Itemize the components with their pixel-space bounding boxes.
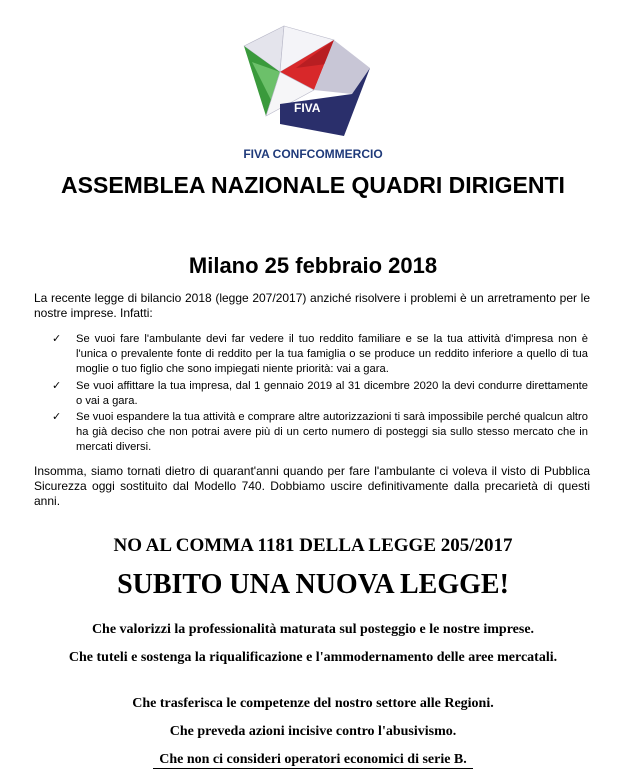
check-icon: ✓ xyxy=(52,333,62,345)
closing-paragraph: Insomma, siamo tornati dietro di quarant'anni quando per fare l'ambulante ci voleva il visto di Pubblica Sicurezza oggi sostituito dal Modello 740. Dobbiamo uscire definitivamente dalla precarietà di questi anni. xyxy=(34,464,590,508)
bullet-text: Se vuoi affittare la tua impresa, dal 1 gennaio 2019 al 31 dicembre 2020 la devi condurre direttamente o vai a gara. xyxy=(76,379,588,407)
bullet-text: Se vuoi fare l'ambulante devi far vedere il tuo reddito familiare e se la tua attività d'impresa non è l'unica o prevalente fonte di reddito per la tua famiglia o se produce un reddito inferiore a quello di tua moglie o tuo figlio che sono impiegati niente priorità: vai a gara. xyxy=(76,333,588,376)
demand-item: Che preveda azioni incisive contro l'abusivismo. xyxy=(169,724,457,739)
demand-item: Che trasferisca le competenze del nostro settore alle Regioni. xyxy=(132,696,494,711)
list-item xyxy=(52,410,588,456)
check-icon: ✓ xyxy=(52,411,62,424)
list-item xyxy=(52,379,588,409)
bullet-list xyxy=(52,332,588,457)
demand-item: Che valorizzi la professionalità maturata sul posteggio e le nostre imprese. xyxy=(91,622,535,637)
slogan-no-comma: NO AL COMMA 1181 DELLA LEGGE 205/2017 xyxy=(113,535,513,556)
fiva-logo xyxy=(236,18,372,138)
page-subtitle: Milano 25 febbraio 2018 xyxy=(188,253,438,278)
intro-paragraph: La recente legge di bilancio 2018 (legge 207/2017) anziché risolvere i problemi è un arretramento per le nostre imprese. Infatti: xyxy=(34,291,590,320)
bullet-text: Se vuoi espandere la tua attività e comprare altre autorizzazioni ti sarà impossibile perché qualcun altro ha già deciso che non potrai avere più di un certo numero di posteggi sia sullo stesso mercato che in mercati diversi. xyxy=(76,411,588,454)
slogan-new-law: SUBITO UNA NUOVA LEGGE! xyxy=(117,569,509,600)
list-item xyxy=(52,332,588,378)
logo-text: FIVA xyxy=(294,101,321,115)
page-title: ASSEMBLEA NAZIONALE QUADRI DIRIGENTI xyxy=(61,172,565,198)
demand-item: Che tuteli e sostenga la riqualificazione e l'ammodernamento delle aree mercatali. xyxy=(68,650,558,665)
demand-item-underlined xyxy=(0,750,626,769)
org-name: FIVA CONFCOMMERCIO xyxy=(243,147,383,161)
demand-text: Che non ci consideri operatori economici di serie B. xyxy=(153,752,473,769)
check-icon: ✓ xyxy=(52,379,62,392)
